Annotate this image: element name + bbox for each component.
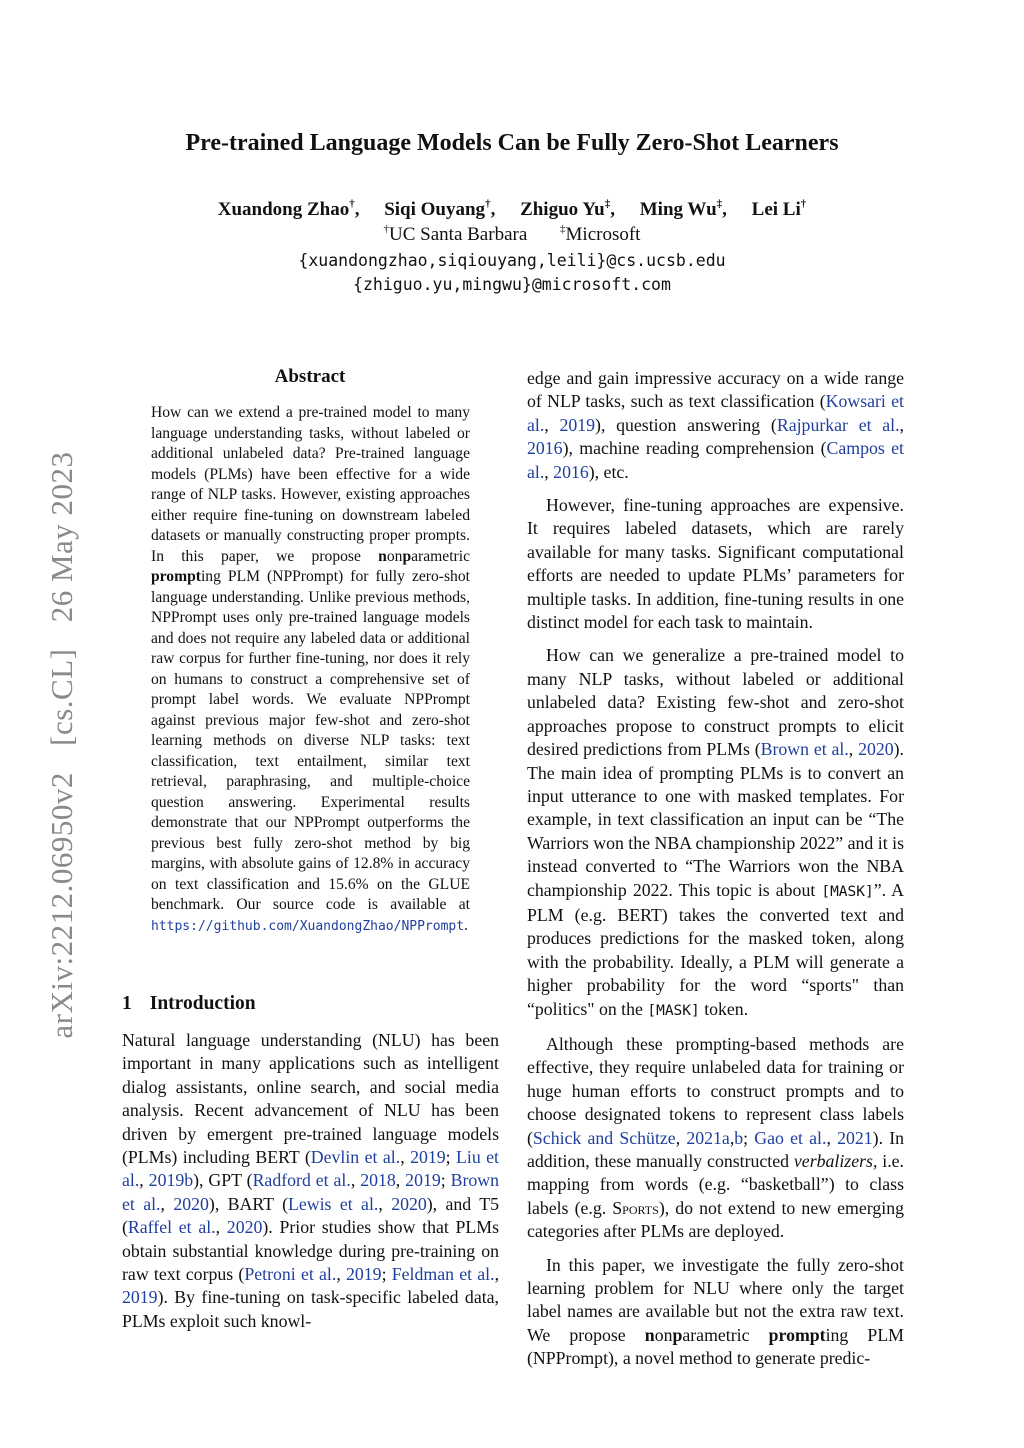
- citation[interactable]: Brown et al.: [122, 1170, 500, 1214]
- citation[interactable]: 2019: [122, 1287, 158, 1308]
- citation[interactable]: Liu et al.: [122, 1147, 499, 1191]
- paragraph: However, fine-tuning approaches are expensive. It requires labeled datasets, which are rarely available for many tasks. Significant computational efforts are needed to update PLMs’ parameters for multiple tasks. In addition, fine-tuning results in one distinct model for each task to maintain.: [527, 495, 904, 633]
- citation[interactable]: Radford et al.: [252, 1170, 351, 1191]
- citation[interactable]: 2020: [173, 1193, 209, 1214]
- affiliation: ‡Microsoft: [560, 223, 641, 245]
- citation[interactable]: 2019: [559, 414, 596, 435]
- paragraph: Although these prompting-based methods are effective, they require unlabeled data for training or huge human efforts to construct prompts and to choose designated tokens to represent class labels (Schick and Schütze, 2021a,b; Gao et al., 2021). In addition, these manually constructed verbalizers, i.e. mapping from words (e.g. “basketball”) to class labels (e.g. Sports), do not extend to new emerging categories after PLMs are deployed.: [527, 1033, 905, 1242]
- arxiv-category: [cs.CL]: [44, 648, 79, 746]
- citation[interactable]: Brown et al.: [760, 739, 849, 760]
- source-code-link[interactable]: https://github.com/XuandongZhao/NPPrompt: [151, 918, 465, 934]
- mask-token: [MASK]: [647, 1002, 700, 1019]
- emphasis: verbalizers: [793, 1151, 873, 1171]
- citation[interactable]: 2020: [226, 1217, 263, 1238]
- abstract-heading: Abstract: [274, 366, 346, 387]
- affiliation: †UC Santa Barbara: [383, 223, 528, 245]
- paragraph: edge and gain impressive accuracy on a wide range of NLP tasks, such as text classification (Kowsari et al., 2019), question answering (Rajpurkar et al., 2016), machine reading comprehension (Campos et al., 2016), etc.: [527, 368, 905, 482]
- citation[interactable]: 2021a: [686, 1127, 730, 1148]
- citation[interactable]: 2020: [858, 739, 894, 760]
- paragraph: How can we generalize a pre-trained model to many NLP tasks, without labeled or additional unlabeled data? Existing few-shot and zero-shot approaches propose to construct prompts to elicit desired predictions from PLMs (Brown et al., 2020). The main idea of prompting PLMs is to convert an input utterance to one with masked templates. For example, in text classification an input can be “The Warriors won the NBA championship 2022” and it is instead converted to “The Warriors won the NBA championship 2022. This topic is about [MASK]”. A PLM (e.g. BERT) takes the converted text and produces predictions for the masked token, along with the probability. Ideally, a PLM will generate a higher probability for the word “sports" than “politics" on the [MASK] token.: [527, 645, 905, 1019]
- email-line: {xuandongzhao,siqiouyang,leili}@cs.ucsb.edu: [298, 251, 726, 270]
- citation[interactable]: Rajpurkar et al.: [776, 414, 900, 435]
- citation[interactable]: 2019: [405, 1170, 441, 1191]
- author-list: [0, 199, 1024, 221]
- author: Siqi Ouyang†,: [384, 198, 496, 220]
- class-label: Sports: [612, 1197, 659, 1218]
- citation[interactable]: b: [734, 1127, 744, 1148]
- intro-right-column: [527, 367, 904, 1381]
- author: Xuandong Zhao†,: [217, 198, 360, 220]
- email-line: {zhiguo.yu,mingwu}@microsoft.com: [353, 275, 671, 294]
- citation[interactable]: Campos et al.: [527, 438, 905, 482]
- mask-token: [MASK]: [821, 883, 874, 900]
- citation[interactable]: Raffel et al.: [127, 1217, 216, 1238]
- author: Ming Wu‡,: [639, 198, 727, 220]
- citation[interactable]: 2020: [391, 1193, 427, 1214]
- arxiv-date: 26 May 2023: [44, 451, 79, 623]
- citation[interactable]: Feldman et al.: [391, 1264, 495, 1285]
- citation[interactable]: Gao et al.: [754, 1127, 827, 1148]
- citation[interactable]: 2021: [837, 1127, 873, 1148]
- citation[interactable]: 2019: [346, 1264, 382, 1285]
- author: Zhiguo Yu‡,: [520, 198, 615, 220]
- citation[interactable]: 2016: [527, 438, 563, 459]
- paper-title: Pre-trained Language Models Can be Fully Zero-Shot Learners: [185, 130, 839, 156]
- paragraph: Natural language understanding (NLU) has been important in many applications such as intelligent dialog assistants, online search, and social media analysis. Recent advancement of NLU has been driven by emergent pre-trained language models (PLMs) including BERT (Devlin et al., 2019; Liu et al., 2019b), GPT (Radford et al., 2018, 2019; Brown et al., 2020), BART (Lewis et al., 2020), and T5 (Raffel et al., 2020). Prior studies show that PLMs obtain substantial knowledge during pre-training on raw text corpus (Petroni et al., 2019; Feldman et al., 2019). By fine-tuning on task-specific labeled data, PLMs exploit such knowl-: [122, 1030, 500, 1331]
- arxiv-id: arXiv:2212.06950v2: [44, 772, 79, 1039]
- citation[interactable]: Schick and Schütze: [532, 1127, 676, 1148]
- abstract-body: How can we extend a pre-trained model to many language understanding tasks, without labeled or additional unlabeled data? Pre-trained language models (PLMs) have been effective for a wide range of NLP tasks. However, existing approaches either require fine-tuning on downstream labeled datasets or manually constructing proper prompts. In this paper, we propose nonparametric prompting PLM (NPPrompt) for fully zero-shot language understanding. Unlike previous methods, NPPrompt uses only pre-trained language models and does not require any labeled data or additional raw corpus for further fine-tuning, nor does it rely on humans to construct a comprehensive set of prompt label words. We evaluate NPPrompt against previous major few-shot and zero-shot learning methods on diverse NLP tasks: text classification, text entailment, similar text retrieval, paraphrasing, and multiple-choice question answering. Experimental results demonstrate that our NPPrompt outperforms the previous best fully zero-shot method by big margins, with absolute gains of 12.8% in accuracy on text classification and 15.6% on the GLUE benchmark. Our source code is available at https://github.com/XuandongZhao/NPPrompt.: [151, 404, 470, 934]
- author: Lei Li†: [751, 198, 807, 220]
- citation[interactable]: Devlin et al.: [310, 1147, 401, 1168]
- citation[interactable]: 2016: [553, 461, 589, 482]
- citation[interactable]: Kowsari et al.: [527, 391, 904, 435]
- paragraph: In this paper, we investigate the fully zero-shot learning problem for NLU where only the target label names are available but not the extra raw text. We propose nonparametric prompting PLM (NPPrompt), a novel method to generate predic-: [527, 1254, 904, 1369]
- arxiv-stamp: [44, 442, 80, 1047]
- citation[interactable]: Lewis et al.: [288, 1193, 379, 1214]
- citation[interactable]: 2019: [410, 1147, 446, 1168]
- section-heading: 1 Introduction: [122, 993, 256, 1014]
- citation[interactable]: Petroni et al.: [244, 1264, 337, 1285]
- citation[interactable]: 2018: [360, 1170, 396, 1191]
- citation[interactable]: 2019b: [148, 1170, 194, 1191]
- affiliations: [0, 224, 1024, 246]
- intro-left-column: [122, 1029, 499, 1333]
